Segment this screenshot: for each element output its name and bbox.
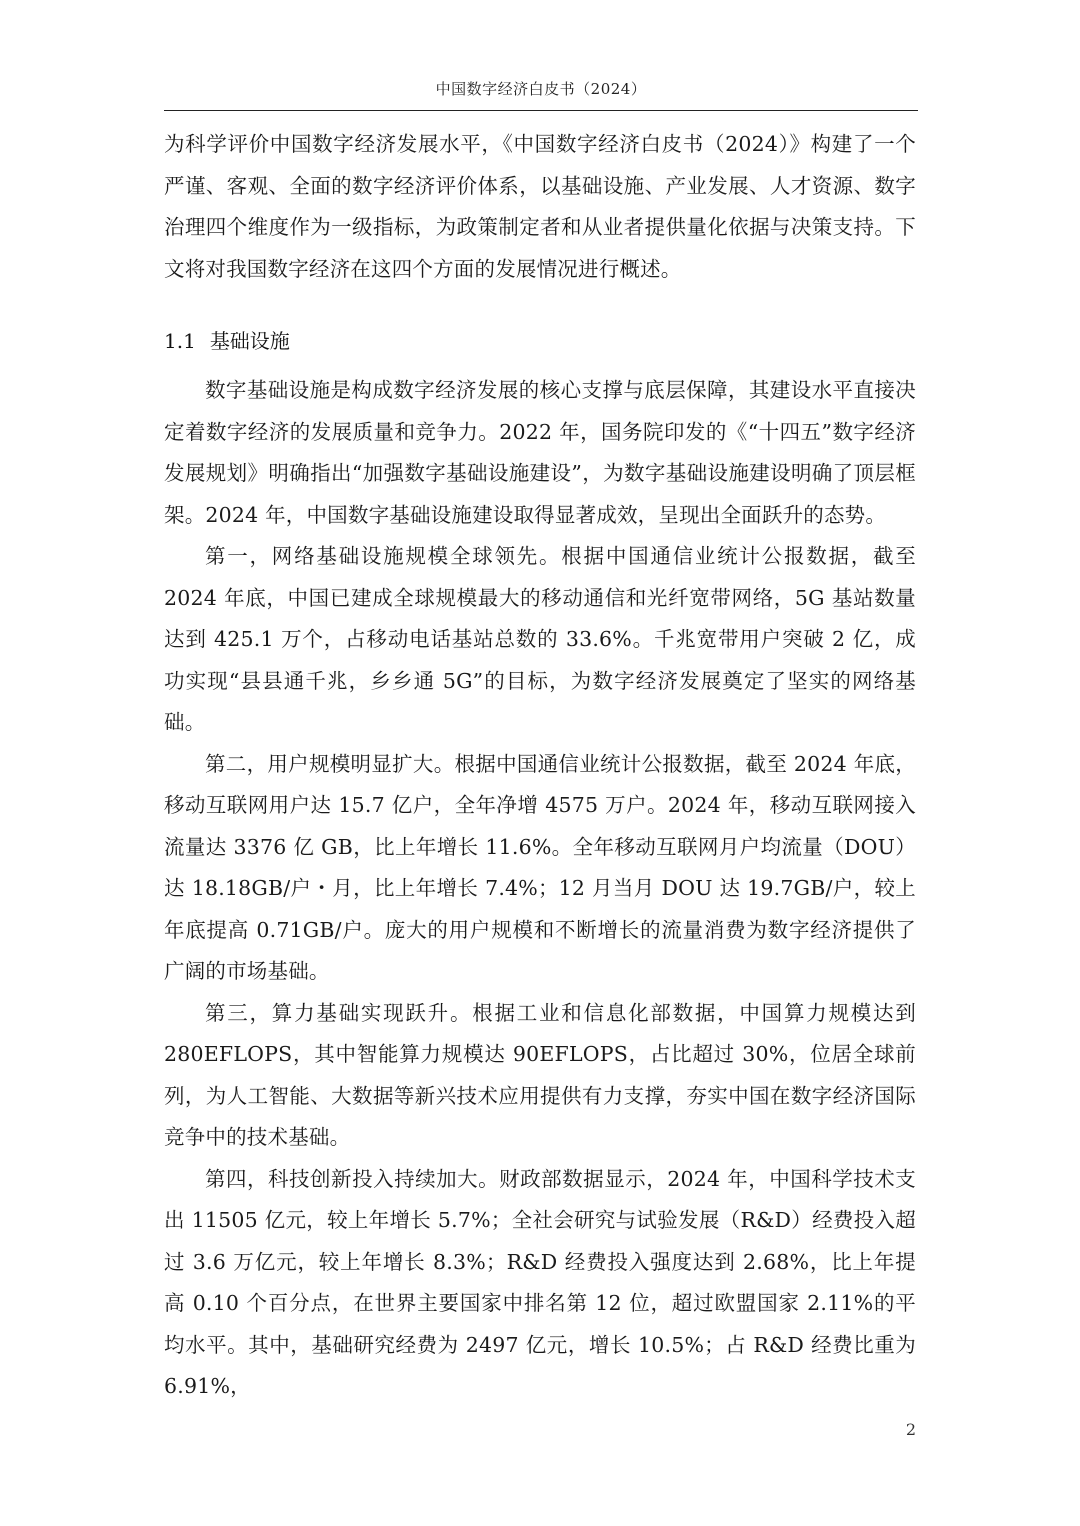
- body-paragraph: 第一，网络基础设施规模全球领先。根据中国通信业统计公报数据，截至 2024 年底，中国已建成全球规模最大的移动通信和光纤宽带网络，5G 基站数量达到 425.1 万个，占移动电话基站总数的 33.6%。千兆宽带用户突破 2 亿，成功实现“县县通千兆，乡乡通 5G”的目标，为数字经济发展奠定了坚实的网络基础。: [164, 544, 916, 734]
- body-paragraph: 第三，算力基础实现跃升。根据工业和信息化部数据，中国算力规模达到 280EFLOPS，其中智能算力规模达 90EFLOPS，占比超过 30%，位居全球前列，为人工智能、大数据等新兴技术应用提供有力支撑，夯实中国在数字经济国际竞争中的技术基础。: [164, 1000, 916, 1149]
- section-number: 1.1: [164, 329, 196, 353]
- page-body: [164, 124, 916, 1408]
- body-paragraph: 数字基础设施是构成数字经济发展的核心支撑与底层保障，其建设水平直接决定着数字经济的发展质量和竞争力。2022 年，国务院印发的《“十四五”数字经济发展规划》明确指出“加强数字基础设施建设”，为数字基础设施建设明确了顶层框架。2024 年，中国数字基础设施建设取得显著成效，呈现出全面跃升的态势。: [164, 378, 916, 527]
- body-paragraph: 第四，科技创新投入持续加大。财政部数据显示，2024 年，中国科学技术支出 11505 亿元，较上年增长 5.7%；全社会研究与试验发展（R&D）经费投入超过 3.6 万亿元，较上年增长 8.3%；R&D 经费投入强度达到 2.68%，比上年提高 0.10 个百分点，在世界主要国家中排名第 12 位，超过欧盟国家 2.11%的平均水平。其中，基础研究经费为 2497 亿元，增长 10.5%；占 R&D 经费比重为 6.91%，: [164, 1166, 916, 1398]
- running-header-title: 中国数字经济白皮书（2024）: [435, 80, 647, 98]
- running-header: [164, 72, 918, 111]
- body-paragraph: 第二，用户规模明显扩大。根据中国通信业统计公报数据，截至 2024 年底，移动互联网用户达 15.7 亿户，全年净增 4575 万户。2024 年，移动互联网接入流量达 3376 亿 GB，比上年增长 11.6%。全年移动互联网月户均流量（DOU）达 18.18GB/户・月，比上年增长 7.4%；12 月当月 DOU 达 19.7GB/户，较上年底提高 0.71GB/户。庞大的用户规模和不断增长的流量消费为数字经济提供了广阔的市场基础。: [164, 751, 916, 983]
- section-heading: [164, 321, 916, 361]
- page-number: 2: [905, 1420, 916, 1439]
- section-title: 基础设施: [209, 329, 290, 353]
- intro-paragraph: 为科学评价中国数字经济发展水平，《中国数字经济白皮书（2024）》构建了一个严谨、客观、全面的数字经济评价体系，以基础设施、产业发展、人才资源、数字治理四个维度作为一级指标，为政策制定者和从业者提供量化依据与决策支持。下文将对我国数字经济在这四个方面的发展情况进行概述。: [164, 132, 916, 281]
